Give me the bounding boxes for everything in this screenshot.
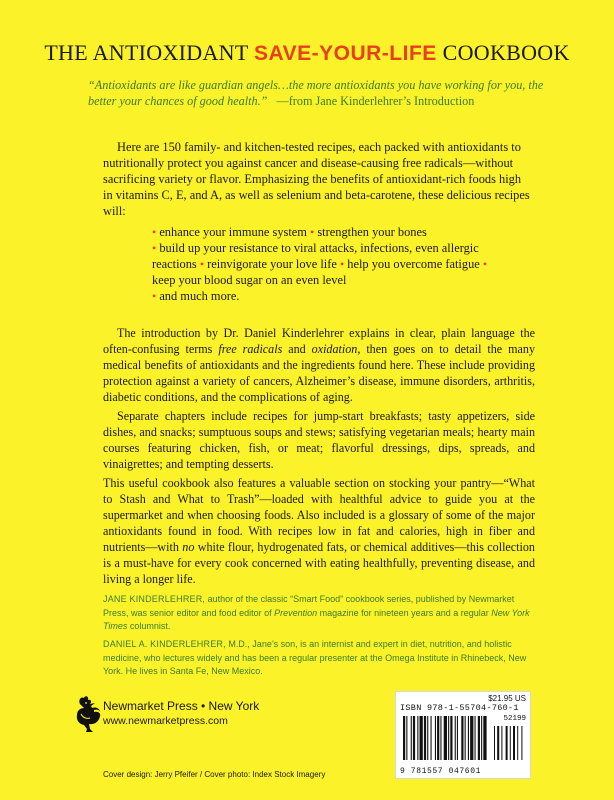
barcode [395,691,531,779]
benefit-item: help you overcome fatigue [347,257,480,272]
publisher-url: www.newmarketpress.com [103,715,228,727]
title-prefix: THE ANTIOXIDANT [44,40,255,65]
author-name: JANE KINDERLEHRER, [103,594,206,604]
benefit-item: strengthen your bones [317,225,427,239]
bullet-icon: • [199,257,205,272]
title-accent: SAVE-YOUR-LIFE [254,42,437,65]
isbn-label: ISBN 978-1-55704-760-1 [400,703,519,713]
cover-credits: Cover design: Jerry Pfeifer / Cover photo: Index Stock Imagery [103,770,326,779]
bullet-icon: • [152,289,157,304]
ean-number: 9 781557 047601 [400,767,482,776]
price-label: $21.95 US [488,694,526,703]
benefit-item: reinvigorate your love life [207,257,337,272]
author-bio-jane: JANE KINDERLEHRER, author of the classic “Smart Food” cookbook series, published by Newmarket Press, was senior editor and food editor of Prevention magazine for nineteen years and a regular New York Times columnist. [103,594,530,631]
publisher-name: Newmarket Press • New York [103,699,260,713]
benefits-list [152,224,502,304]
bullet-icon: • [310,225,315,239]
barcode-addon-number: 52199 [503,715,526,723]
benefit-item: keep your blood sugar on an even level [152,273,347,288]
bullet-icon: • [339,257,345,272]
publisher-info [103,699,259,729]
bullet-icon: • [152,225,157,239]
bullet-icon: • [152,241,157,256]
book-title [0,40,614,66]
bullet-icon: • [482,257,488,272]
benefit-item: build up your resistance to viral attacks, infections, even allergic reactions [152,241,479,272]
intro-quote [88,77,558,109]
title-suffix: COOKBOOK [436,40,570,65]
quote-text: “Antioxidants are like guardian angels…the more antioxidants you have working for you, the better your chances of good health.” [88,78,544,108]
rooster-logo-icon [72,694,104,734]
pantry-paragraph: This useful cookbook also features a valuable section on stocking your pantry—“What to Stash and What to Trash”—loaded with healthful advice to guide you at the supermarket and when choosing foods. Also included is a glossary of some of the major antioxidants found in food. With recipes low in fat and calories, high in fiber and nutrients—with no white flour, hydrogenated fats, or chemical additives—this collection is a must-have for every cook concerned with eating healthfully, preventing disease, and living a longer life. [103,476,535,586]
benefit-item: and much more. [159,289,240,304]
benefit-item: enhance your immune system [159,225,307,239]
description-body [103,325,535,590]
author-name: DANIEL A. KINDERLEHRER, [103,639,226,649]
author-bio-daniel: DANIEL A. KINDERLEHRER, M.D., Jane’s son, is an internist and expert in diet, nutrition, and holistic medicine, who lectures widely and has been a regular presenter at the Omega Institute in Rhinebeck, New York. He lives in Santa Fe, New Mexico. [103,639,527,676]
intro-paragraph: Here are 150 family- and kitchen-tested recipes, each packed with antioxidants to nutritionally protect you against cancer and disease-causing free radicals—without sacrificing variety or flavor. Emphasizing the benefits of antioxidant-rich foods high in vitamins C, E, and A, as well as selenium and beta-carotene, these delicious recipes will: [103,140,530,219]
intro-description-paragraph: The introduction by Dr. Daniel Kinderlehrer explains in clear, plain language the often-confusing terms free radicals and oxidation, then goes on to detail the many medical benefits of antioxidants and the ingredients found here. These include providing protection against a variety of cancers, Alzheimer’s disease, immune disorders, arthritis, diabetic conditions, and the complications of aging. [103,326,535,404]
intro-section [103,139,533,219]
quote-attribution: —from Jane Kinderlehrer’s Introduction [276,94,475,108]
chapters-paragraph: Separate chapters include recipes for jump-start breakfasts; tasty appetizers, side dishes, and snacks; sumptuous soups and stews; satisfying vegetarian meals; hearty main courses featuring chicken, fish, or meat; flavorful dressings, dips, spreads, and vinaigrettes; and tempting desserts. [103,409,535,471]
